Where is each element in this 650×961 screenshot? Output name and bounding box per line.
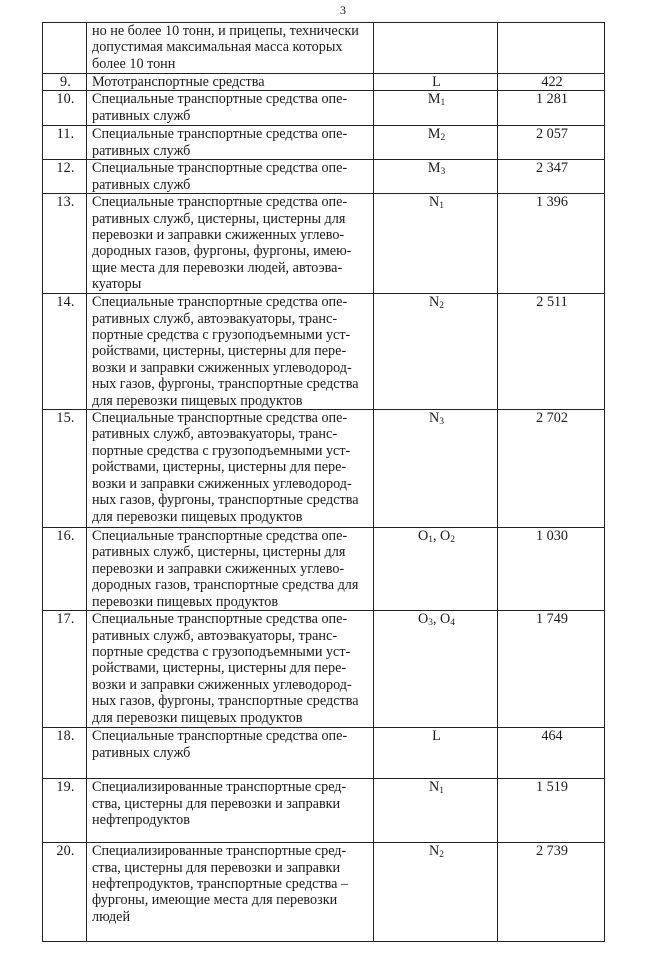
vehicle-category-cell bbox=[374, 23, 498, 74]
description-line: ративных служб, цистерны, цистерны для bbox=[92, 210, 346, 227]
vehicle-category-cell bbox=[374, 74, 498, 91]
description-line: ративных служб, автоэвакуаторы, транс- bbox=[92, 627, 338, 644]
vehicle-category-table bbox=[42, 22, 605, 942]
table-row bbox=[43, 160, 605, 194]
category-code: M bbox=[427, 160, 441, 177]
description-line: ства, цистерны для перевозки и заправки bbox=[92, 859, 341, 876]
table-row bbox=[43, 294, 605, 410]
description-cell bbox=[87, 410, 374, 528]
description-line: Специальные транспортные средства опе- bbox=[92, 410, 348, 427]
value-cell bbox=[498, 23, 605, 74]
category-code: M bbox=[427, 91, 441, 108]
value-cell: 1 030 bbox=[498, 528, 605, 611]
category-subscript: 4 bbox=[450, 618, 456, 629]
row-number-cell: 19. bbox=[43, 779, 87, 843]
description-line: Специализированные транспортные сред- bbox=[92, 779, 347, 796]
row-number-cell: 12. bbox=[43, 160, 87, 194]
row-number-cell: 16. bbox=[43, 528, 87, 611]
table-row bbox=[43, 74, 605, 91]
description-cell bbox=[87, 611, 374, 728]
description-cell bbox=[87, 728, 374, 779]
table-row bbox=[43, 611, 605, 728]
description-cell bbox=[87, 843, 374, 942]
description-cell bbox=[87, 160, 374, 194]
description-line: Специальные транспортные средства опе- bbox=[92, 194, 348, 211]
value-cell: 2 702 bbox=[498, 410, 605, 528]
description-line: Специализированные транспортные сред- bbox=[92, 843, 347, 860]
category-code: O bbox=[417, 528, 429, 545]
description-line: Специальные транспортные средства опе- bbox=[92, 611, 348, 628]
description-line: фургоны, имеющие места для перевозки bbox=[92, 892, 338, 909]
row-number-cell: 17. bbox=[43, 611, 87, 728]
page-number: 3 bbox=[340, 3, 346, 17]
description-cell bbox=[87, 294, 374, 410]
category-code: N bbox=[429, 843, 440, 860]
description-line: ройствами, цистерны, цистерны для пере- bbox=[92, 459, 347, 476]
category-subscript: 2 bbox=[439, 850, 444, 861]
description-line: допустимая максимальная масса которых bbox=[92, 39, 343, 56]
description-line: людей bbox=[92, 908, 131, 925]
category-separator: , bbox=[432, 611, 441, 628]
category-code: N bbox=[429, 410, 440, 427]
vehicle-category-cell bbox=[374, 126, 498, 160]
value-cell: 1 281 bbox=[498, 91, 605, 126]
description-cell bbox=[87, 194, 374, 294]
description-line: Мототранспортные средства bbox=[92, 74, 265, 90]
value-cell: 2 057 bbox=[498, 126, 605, 160]
category-subscript: 3 bbox=[440, 167, 446, 178]
vehicle-category-cell bbox=[374, 843, 498, 942]
description-line: ративных служб, автоэвакуаторы, транс- bbox=[92, 426, 338, 443]
table-row bbox=[43, 779, 605, 843]
table-row bbox=[43, 91, 605, 126]
vehicle-category-cell bbox=[374, 528, 498, 611]
row-number-cell: 11. bbox=[43, 126, 87, 160]
description-line: ных газов, фургоны, транспортные средства bbox=[92, 376, 359, 393]
description-line: для перевозки пищевых продуктов bbox=[92, 392, 303, 409]
description-cell bbox=[87, 91, 374, 126]
category-code: N bbox=[429, 194, 440, 211]
category-code: N bbox=[429, 294, 440, 311]
row-number-cell: 14. bbox=[43, 294, 87, 410]
category-separator: , bbox=[432, 528, 441, 545]
description-cell bbox=[87, 74, 374, 91]
table-body bbox=[43, 23, 605, 942]
row-number-cell: 9. bbox=[43, 74, 87, 91]
description-line: Специальные транспортные средства опе- bbox=[92, 126, 348, 143]
vehicle-category-cell bbox=[374, 611, 498, 728]
row-number-cell: 13. bbox=[43, 194, 87, 294]
description-line: возки и заправки сжиженных углеводород- bbox=[92, 359, 352, 376]
value-cell: 2 511 bbox=[498, 294, 605, 410]
description-line: для перевозки пищевых продуктов bbox=[92, 709, 303, 726]
vehicle-category-cell bbox=[374, 410, 498, 528]
description-line: ративных служб, автоэвакуаторы, транс- bbox=[92, 310, 338, 327]
value-cell: 2 739 bbox=[498, 843, 605, 942]
table-row bbox=[43, 126, 605, 160]
table-row bbox=[43, 728, 605, 779]
description-line: ных газов, фургоны, транспортные средства bbox=[92, 492, 359, 509]
description-line: ративных служб bbox=[92, 176, 191, 193]
description-line: возки и заправки сжиженных углеводород- bbox=[92, 676, 352, 693]
description-line: нефтепродуктов, транспортные средства – bbox=[92, 875, 349, 892]
vehicle-category-cell bbox=[374, 728, 498, 779]
value-cell: 1 519 bbox=[498, 779, 605, 843]
description-line: ративных служб bbox=[92, 107, 191, 124]
description-cell bbox=[87, 528, 374, 611]
description-line: ройствами, цистерны, цистерны для пере- bbox=[92, 343, 347, 360]
description-line: портные средства с грузоподъемными уст- bbox=[92, 643, 351, 660]
value-cell: 2 347 bbox=[498, 160, 605, 194]
row-number-cell: 10. bbox=[43, 91, 87, 126]
category-subscript: 2 bbox=[440, 133, 446, 144]
vehicle-category-cell bbox=[374, 294, 498, 410]
description-line: ративных служб bbox=[92, 744, 191, 761]
description-line: ных газов, фургоны, транспортные средства bbox=[92, 693, 359, 710]
description-line: портные средства с грузоподъемными уст- bbox=[92, 327, 351, 344]
description-cell bbox=[87, 23, 374, 74]
table-row bbox=[43, 23, 605, 74]
description-line: более 10 тонн bbox=[92, 55, 176, 72]
description-line: перевозки пищевых продуктов bbox=[92, 593, 279, 610]
description-line: дородных газов, фургоны, фургоны, имею- bbox=[92, 243, 352, 260]
description-line: Специальные транспортные средства опе- bbox=[92, 160, 348, 177]
description-line: возки и заправки сжиженных углеводород- bbox=[92, 475, 352, 492]
vehicle-category-cell bbox=[374, 779, 498, 843]
category-subscript: 1 bbox=[428, 535, 433, 546]
description-line: ративных служб, цистерны, цистерны для bbox=[92, 544, 346, 561]
category-code: O bbox=[440, 528, 451, 545]
description-cell bbox=[87, 779, 374, 843]
description-line: ства, цистерны для перевозки и заправки bbox=[92, 795, 341, 812]
vehicle-category-cell bbox=[374, 91, 498, 126]
category-subscript: 1 bbox=[440, 98, 446, 109]
table-row bbox=[43, 410, 605, 528]
row-number-cell: 20. bbox=[43, 843, 87, 942]
category-code: O bbox=[440, 611, 451, 628]
category-subscript: 3 bbox=[439, 417, 444, 428]
description-line: куаторы bbox=[92, 276, 142, 293]
category-code: N bbox=[429, 779, 440, 796]
category-code: M bbox=[427, 126, 441, 143]
description-line: перевозки и заправки сжиженных углево- bbox=[92, 560, 345, 577]
description-line: но не более 10 тонн, и прицепы, технически bbox=[92, 23, 359, 39]
description-line: дородных газов, транспортные средства для bbox=[92, 577, 359, 594]
value-cell: 1 396 bbox=[498, 194, 605, 294]
description-line: Специальные транспортные средства опе- bbox=[92, 294, 348, 311]
description-line: перевозки и заправки сжиженных углево- bbox=[92, 227, 345, 244]
table-row bbox=[43, 528, 605, 611]
value-cell: 464 bbox=[498, 728, 605, 779]
value-cell: 422 bbox=[498, 74, 605, 91]
value-cell: 1 749 bbox=[498, 611, 605, 728]
description-cell bbox=[87, 126, 374, 160]
table-row bbox=[43, 194, 605, 294]
category-subscript: 1 bbox=[439, 201, 444, 212]
description-line: Специальные транспортные средства опе- bbox=[92, 728, 348, 745]
category-subscript: 3 bbox=[428, 618, 433, 629]
row-number-cell bbox=[43, 23, 87, 74]
category-code: L bbox=[432, 74, 441, 90]
row-number-cell: 15. bbox=[43, 410, 87, 528]
description-line: ративных служб bbox=[92, 142, 191, 159]
category-subscript: 1 bbox=[439, 786, 444, 797]
table-row bbox=[43, 843, 605, 942]
description-line: щие места для перевозки людей, автоэва- bbox=[92, 259, 343, 276]
category-subscript: 2 bbox=[450, 535, 456, 546]
vehicle-category-cell bbox=[374, 194, 498, 294]
description-line: нефтепродуктов bbox=[92, 811, 190, 828]
vehicle-category-cell bbox=[374, 160, 498, 194]
description-line: ройствами, цистерны, цистерны для пере- bbox=[92, 660, 347, 677]
category-subscript: 2 bbox=[439, 301, 444, 312]
category-code: O bbox=[417, 611, 429, 628]
row-number-cell: 18. bbox=[43, 728, 87, 779]
description-line: для перевозки пищевых продуктов bbox=[92, 508, 303, 525]
description-line: Специальные транспортные средства опе- bbox=[92, 91, 348, 108]
description-line: Специальные транспортные средства опе- bbox=[92, 528, 348, 545]
description-line: портные средства с грузоподъемными уст- bbox=[92, 442, 351, 459]
category-code: L bbox=[432, 728, 441, 745]
